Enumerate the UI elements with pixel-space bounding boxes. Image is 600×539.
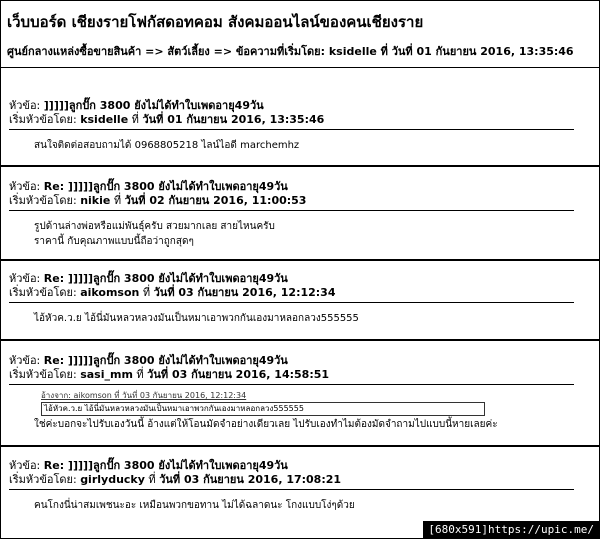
on-label: ที่ [136,368,144,381]
started-by-label: เริ่มหัวข้อโดย: [9,194,77,207]
on-label: ที่ [113,194,122,207]
post-date: วันที่ 03 กันยายน 2016, 17:08:21 [159,473,342,486]
post-divider [9,210,574,211]
post-meta-line [9,283,335,301]
started-by-label: เริ่มหัวข้อโดย: [9,368,77,381]
post-author: ksidelle [80,113,129,126]
post-body-line: ราคานี้ กับคุณภาพแบบนี้ถือว่าถูกสุดๆ [34,236,194,247]
post-subject: Re: ]]]]]ลูกปั๊ก 3800 ยังไม่ได้ทำใบเพดอายุ49วัน [43,459,288,472]
post-subject: Re: ]]]]]ลูกปั๊ก 3800 ยังไม่ได้ทำใบเพดอายุ49วัน [43,180,288,193]
post-meta-line [9,365,329,383]
post-subject: ]]]]]ลูกปั๊ก 3800 ยังไม่ได้ทำใบเพดอายุ49วัน [43,99,264,112]
post-divider [9,129,574,130]
post-body-line: รูปด้านล่างพ่อหรือแม่พันธุ์ครับ สวยมากเลย สายไหนครับ [34,221,275,232]
subject-prefix: หัวข้อ: [9,459,41,472]
post-subject: Re: ]]]]]ลูกปั๊ก 3800 ยังไม่ได้ทำใบเพดอายุ49วัน [43,272,288,285]
subject-prefix: หัวข้อ: [9,180,41,193]
started-by-label: เริ่มหัวข้อโดย: [9,286,77,299]
started-by-label: เริ่มหัวข้อโดย: [9,113,77,126]
post-separator [1,445,599,447]
post-separator [1,259,599,261]
post-separator [1,339,599,341]
subject-prefix: หัวข้อ: [9,99,41,112]
post-date: วันที่ 03 กันยายน 2016, 12:12:34 [153,286,336,299]
post-separator [1,165,599,167]
post-body-line: ใช่ค่ะบอกจะไปรับเองวันนี้ อ้างแต่ให้โอนมัดจำอย่างเดียวเลย ไปรับเองทำไมต้องมัดจำถามไปแบบนี้หายเลยค่ะ [34,419,498,430]
on-label: ที่ [148,473,156,486]
post-date: วันที่ 03 กันยายน 2016, 14:58:51 [147,368,330,381]
post-body [34,417,498,432]
quote-box: ไอ้หัวค.ว.ย ไอ้นี่มันหลวหลวงมันเป็นหมาเอาพวกกันเองมาหลอกลวง555555 [41,402,485,416]
post-body-line: ไอ้หัวค.ว.ย ไอ้นี่มันหลวหลวงมันเป็นหมาเอาพวกกันเองมาหลอกลวง555555 [34,313,359,324]
breadcrumb: ศูนย์กลางแหล่งซื้อขายสินค้า => สัตว์เลี้ยง => ข้อความที่เริ่มโดย: ksidelle ที่ วันที่ 01 กันยายน 2016, 13:35:46 [7,45,574,58]
quote-header[interactable]: อ้างจาก: aikomson ที่ วันที่ 03 กันยายน 2016, 12:12:34 [41,391,247,400]
image-host-watermark: [680x591]https://upic.me/ [423,521,599,538]
post-author: girlyducky [80,473,145,486]
post-subject: Re: ]]]]]ลูกปั๊ก 3800 ยังไม่ได้ทำใบเพดอายุ49วัน [43,354,288,367]
on-label: ที่ [131,113,139,126]
post-divider [9,489,574,490]
post-body-line: คนโกงนี่น่าสมเพชนะอะ เหมือนพวกขอทาน ไม่ได้ฉลาดนะ โกงแบบโง่ๆด้วย [34,500,355,511]
header-divider [1,67,599,68]
post-body [34,219,275,249]
on-label: ที่ [142,286,151,299]
started-by-label: เริ่มหัวข้อโดย: [9,473,77,486]
post-date: วันที่ 02 กันยายน 2016, 11:00:53 [124,194,307,207]
post-meta-line [9,110,324,128]
post-divider [9,384,574,385]
post-author: sasi_mm [80,368,133,381]
post-divider [9,302,574,303]
post-author: nikie [80,194,111,207]
subject-prefix: หัวข้อ: [9,354,41,367]
site-title: เว็บบอร์ด เชียงรายโฟกัสดอทคอม สังคมออนไลน์ของคนเชียงราย [7,13,424,31]
post-body-line: สนใจติดต่อสอบถามได้ 0968805218 ไลน์ไอดี marchemhz [34,140,300,151]
post-date: วันที่ 01 กันยายน 2016, 13:35:46 [142,113,325,126]
post-body [34,138,299,153]
post-author: aikomson [80,286,140,299]
post-meta-line [9,191,306,209]
subject-prefix: หัวข้อ: [9,272,41,285]
post-meta-line [9,470,341,488]
post-body [34,311,359,326]
post-body [34,498,355,513]
